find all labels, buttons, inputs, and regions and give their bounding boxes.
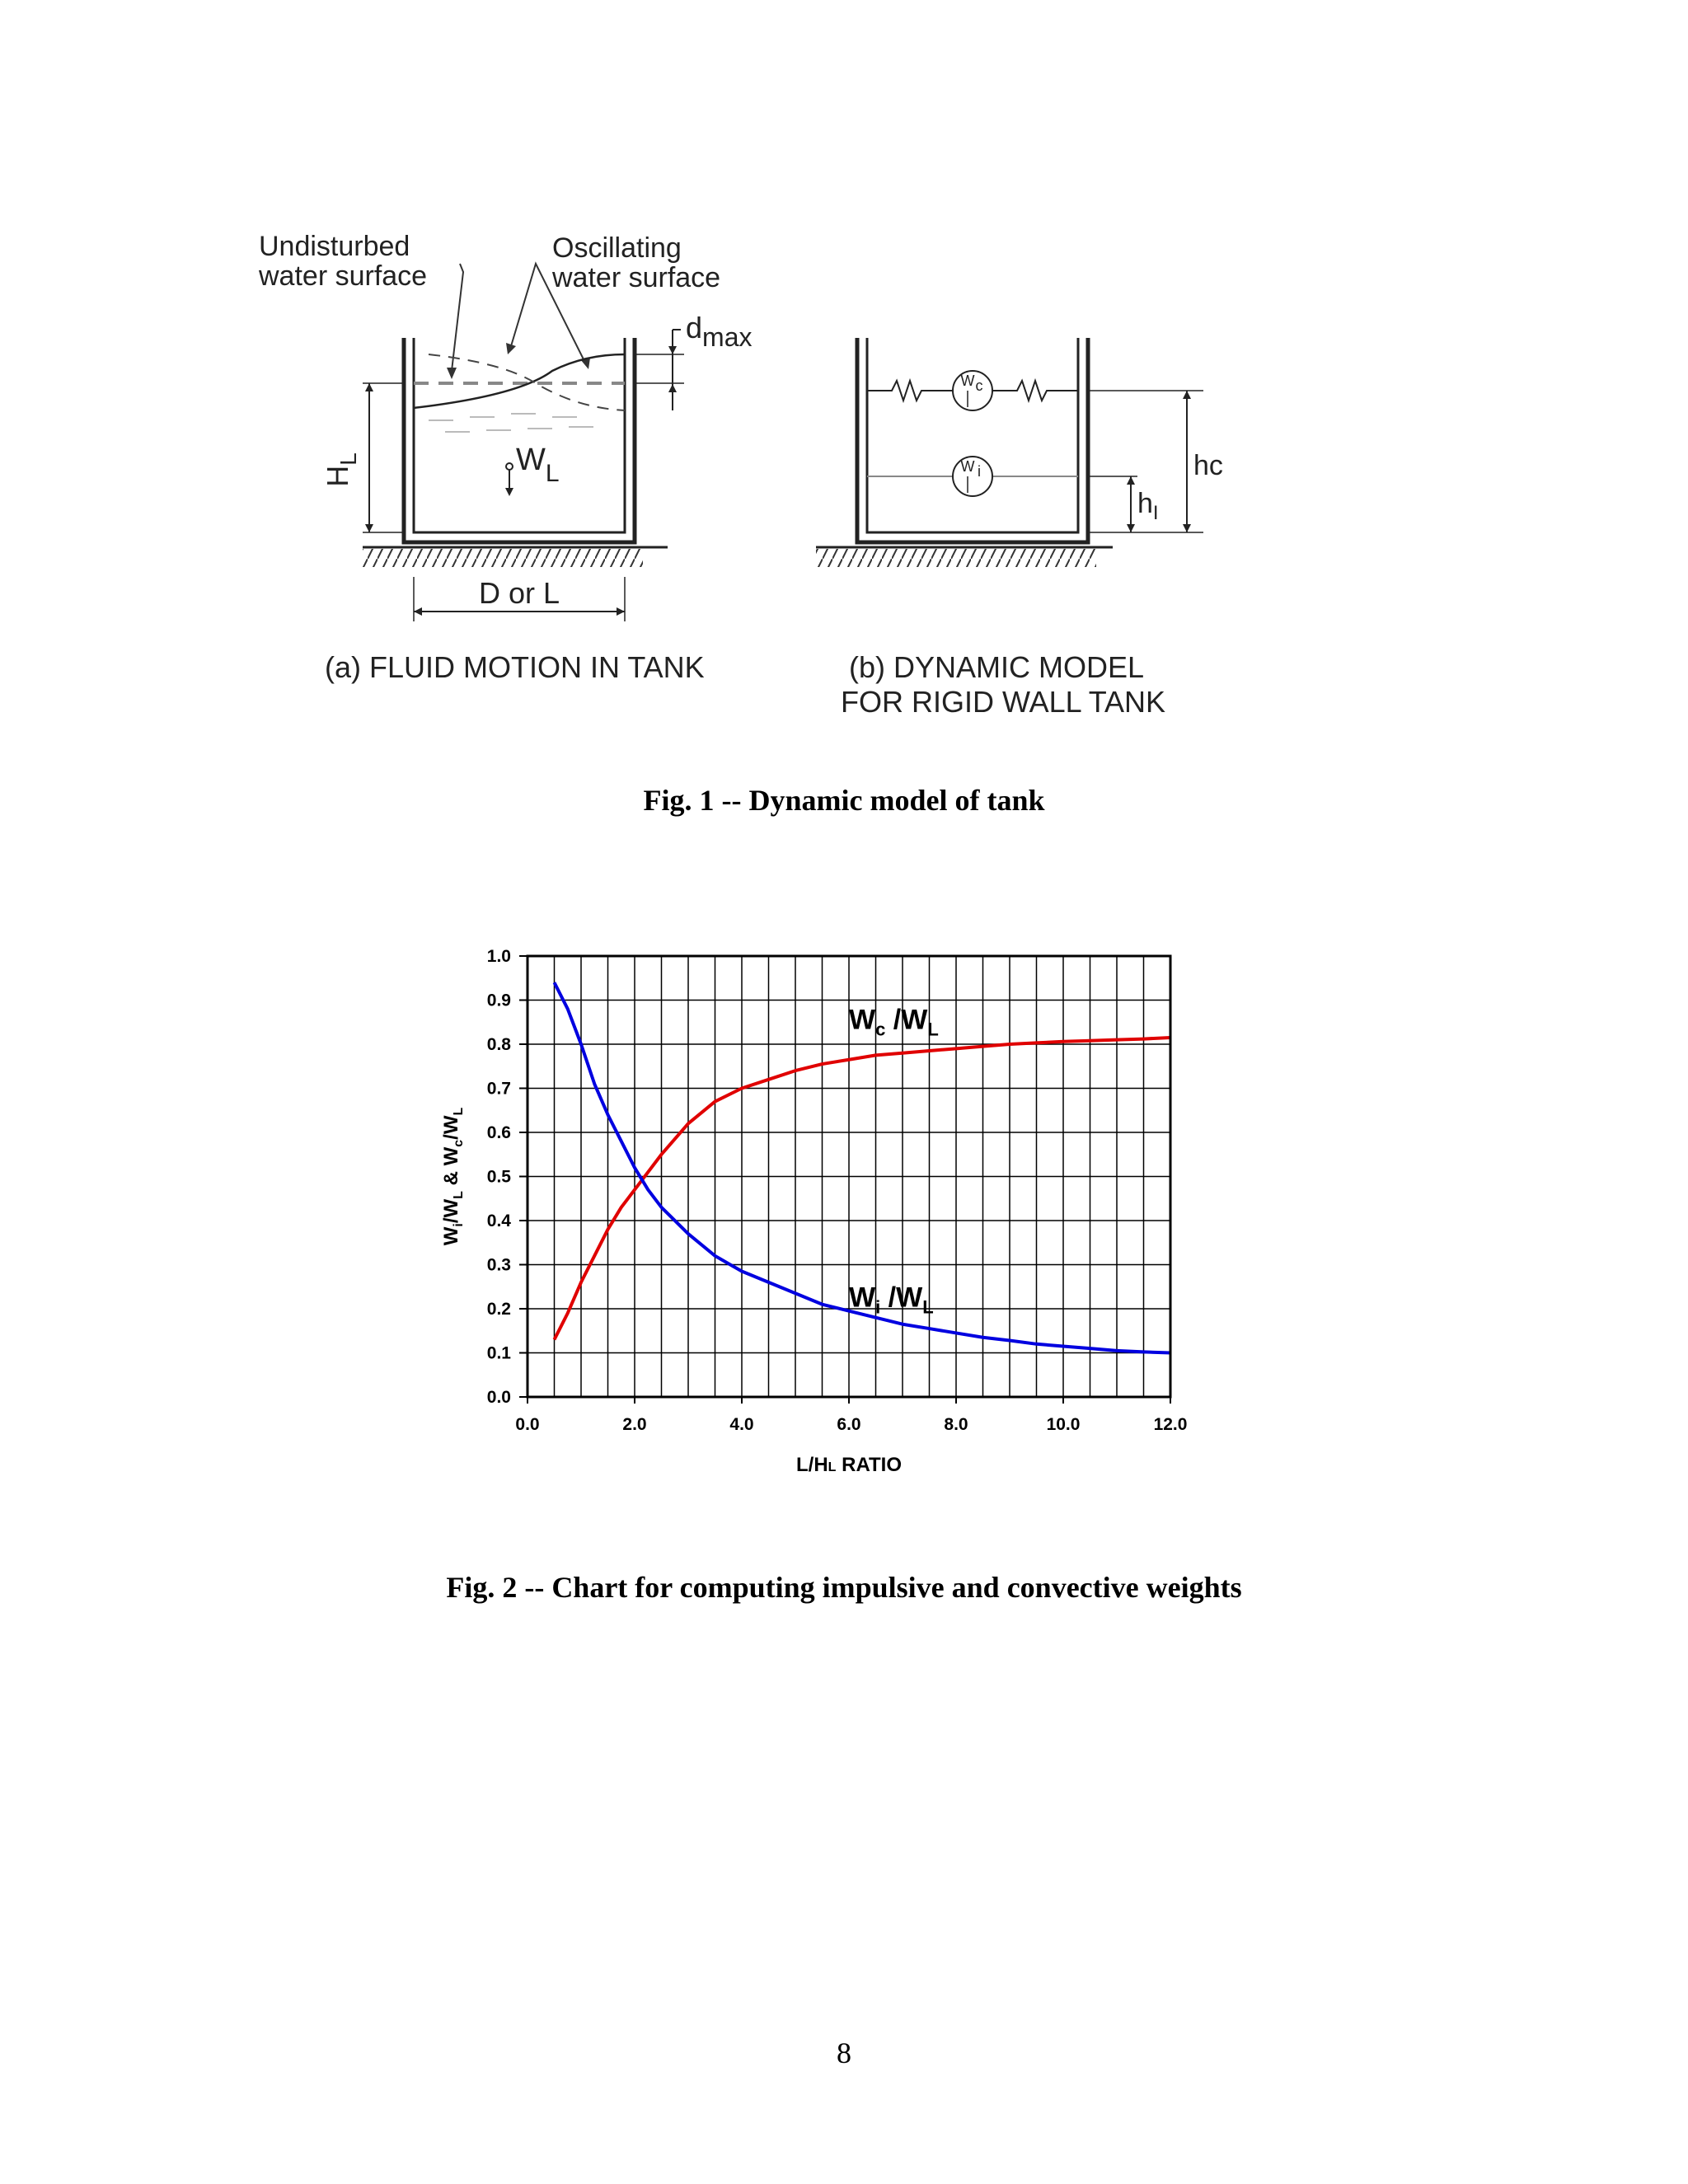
svg-text:W: W (960, 373, 975, 389)
arrow-head (506, 343, 516, 354)
subcaption-a: (a) FLUID MOTION IN TANK (325, 650, 705, 684)
tank-b (816, 338, 1223, 719)
y-tick-label: 0.0 (486, 1388, 511, 1407)
series-label: $W_c$ $/W_L$ (849, 1004, 939, 1040)
weight-arrow-head (505, 488, 513, 496)
x-tick-label: 0.0 (515, 1415, 540, 1434)
undisturbed-label-1: Undisturbed (259, 231, 410, 262)
x-tick-label: 10.0 (1046, 1415, 1081, 1434)
water-texture (429, 414, 593, 432)
subcaption-b-1: (b) DYNAMIC MODEL (849, 650, 1145, 684)
x-tick-label: 6.0 (837, 1415, 861, 1434)
svg-text:W: W (960, 458, 975, 475)
y-tick-label: 0.8 (486, 1035, 511, 1054)
hc-label: hc (1193, 450, 1223, 481)
tank-b-outer (857, 338, 1088, 542)
weight-point (506, 463, 513, 470)
page-number: 8 (837, 2036, 851, 2069)
oscillating-label-1: Oscillating (552, 232, 682, 264)
y-tick-label: 0.5 (486, 1167, 511, 1187)
x-tick-label: 8.0 (944, 1415, 968, 1434)
svg-text:i: i (978, 463, 981, 480)
spring-left (867, 381, 954, 401)
y-tick-label: 0.2 (486, 1300, 511, 1319)
x-tick-label: 2.0 (622, 1415, 647, 1434)
y-tick-label: 0.6 (486, 1123, 511, 1142)
oscillating-label-2: water surface (552, 262, 721, 293)
undisturbed-leader (452, 264, 463, 371)
spring-right (991, 381, 1078, 401)
tank-a-inner (414, 338, 625, 532)
svg-text:c: c (975, 377, 983, 394)
x-axis-label: L/HL RATIO (796, 1454, 902, 1476)
y-tick-label: 0.1 (486, 1343, 511, 1363)
y-axis-label: $W_i/W_L$ & $W_c/W_L$ (440, 1107, 466, 1246)
chart-ticks (487, 947, 1188, 1434)
y-tick-label: 0.9 (486, 991, 511, 1010)
ground-hatch-b (816, 549, 1096, 567)
ground-hatch-a (363, 549, 643, 567)
tank-a (258, 231, 752, 684)
width-label: D or L (478, 576, 560, 610)
y-tick-label: 1.0 (486, 947, 511, 966)
series-label: $W_i$ $/W_L$ (849, 1282, 934, 1318)
figure2-caption: Fig. 2 -- Chart for computing impulsive and convective weights (446, 1571, 1242, 1604)
arrow-head (447, 368, 457, 379)
x-tick-label: 4.0 (729, 1415, 754, 1434)
undisturbed-label-2: water surface (259, 260, 428, 292)
weight-label: $W_L$ (516, 443, 560, 487)
x-tick-label: 12.0 (1153, 1415, 1188, 1434)
oscillating-surface-solid (414, 354, 625, 408)
y-tick-label: 0.3 (486, 1255, 511, 1275)
figure2-chart (412, 931, 1236, 1508)
subcaption-b-2: FOR RIGID WALL TANK (841, 685, 1166, 719)
height-label: $H_L$ (321, 452, 361, 487)
y-tick-label: 0.4 (486, 1212, 511, 1230)
figure1-diagram (239, 223, 1228, 750)
dmax-label: dmax (686, 311, 753, 352)
hi-label: $h_I$ (1137, 488, 1159, 524)
tank-a-outer (404, 338, 635, 542)
y-tick-label: 0.7 (486, 1079, 511, 1099)
tank-b-inner (867, 338, 1078, 532)
figure1-caption: Fig. 1 -- Dynamic model of tank (643, 784, 1045, 817)
